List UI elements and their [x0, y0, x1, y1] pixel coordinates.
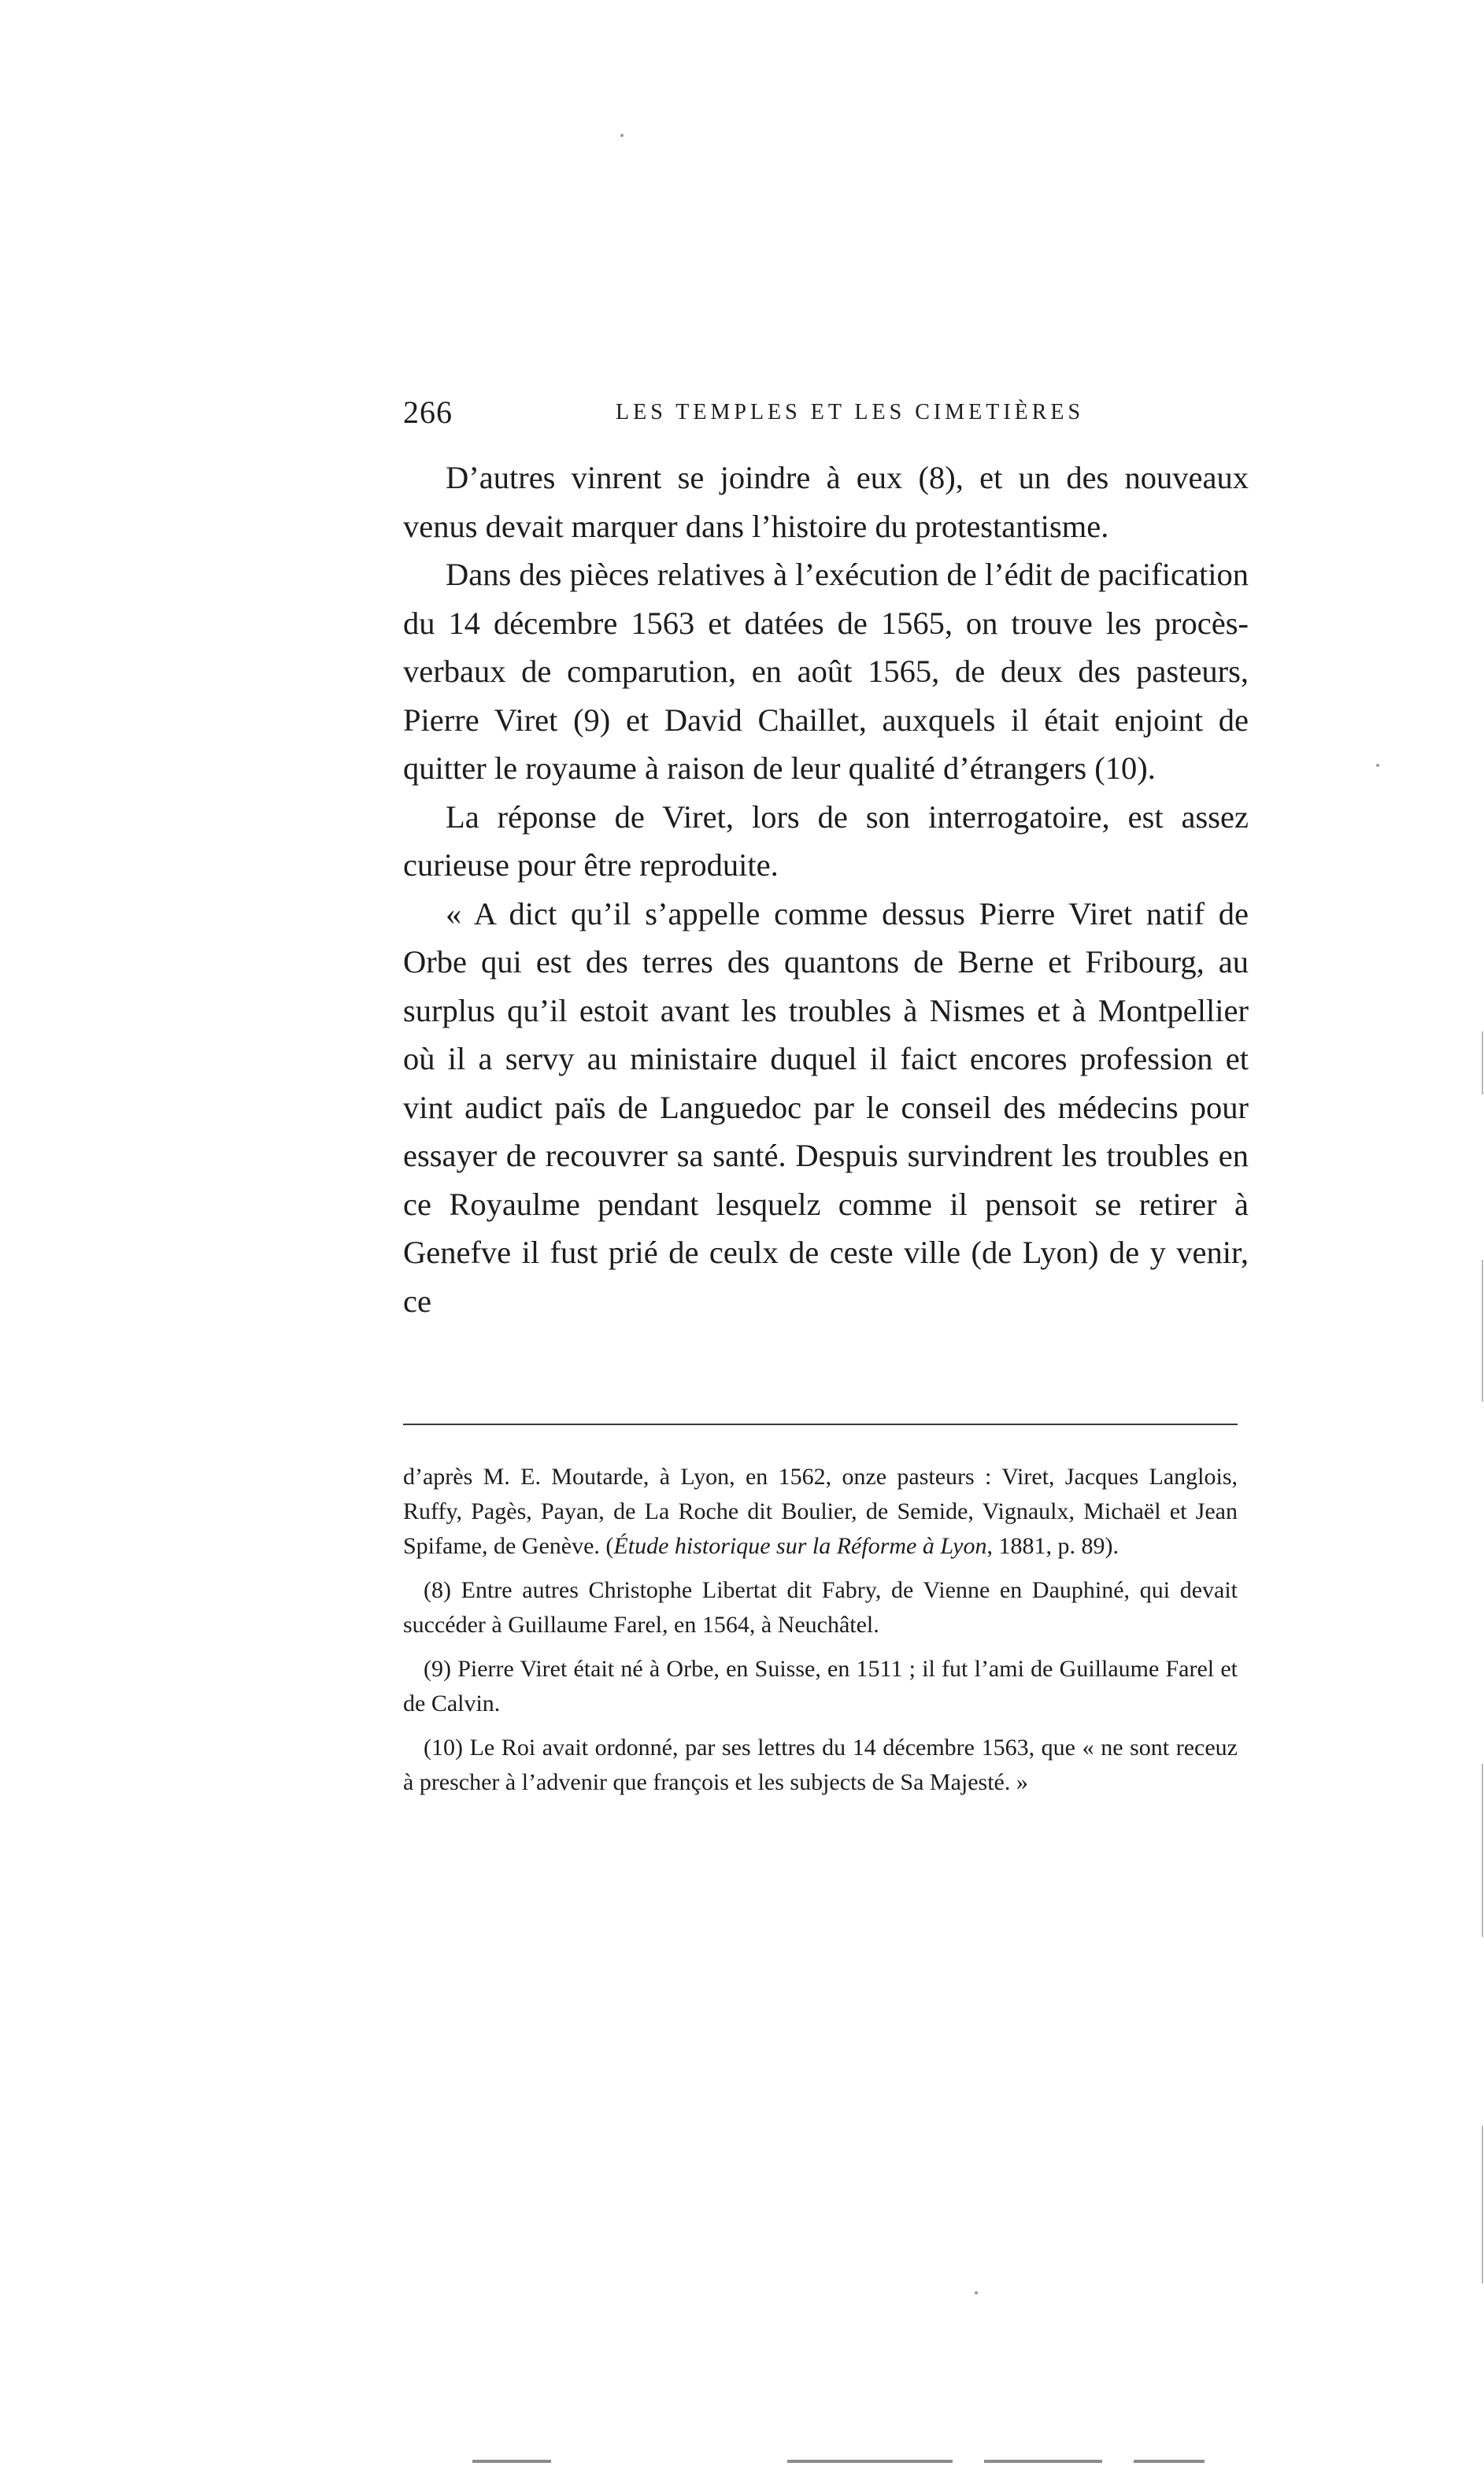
scan-edge-mark [1482, 1260, 1483, 1402]
page-number: 266 [403, 394, 453, 430]
scan-speck [620, 134, 624, 137]
footnotes [403, 1460, 1238, 1809]
scan-bottom-mark [1134, 2460, 1205, 2463]
main-text [403, 454, 1249, 1325]
footnote-separator [403, 1424, 1238, 1425]
scan-edge-mark [1482, 1031, 1483, 1094]
scan-bottom-mark [472, 2460, 551, 2463]
footnote-continued [403, 1460, 1238, 1564]
footnote-text: , 1881, p. 89). [986, 1533, 1119, 1559]
scan-bottom-mark [787, 2460, 953, 2463]
scan-bottom-mark [984, 2460, 1102, 2463]
paragraph: « A dict qu’il s’appelle comme dessus Pierre Viret natif de Orbe qui est des terres des quantons de Berne et Fribourg, au surplus qu’il estoit avant les troubles à Nismes et à Montpellier où il a servy au ministaire duquel il faict encores profession et vint audict païs de Languedoc par le conseil des médecins pour essayer de recouvrer sa santé. Despuis survindrent les troubles en ce Royaulme pendant lesquelz comme il pensoit se retirer à Genefve il fust prié de ceulx de ceste ville (de Lyon) de y venir, ce [403, 895, 1249, 1319]
scan-edge-mark [1482, 1764, 1483, 1937]
scan-edge-mark [1482, 2126, 1483, 2283]
footnote-10: (10) Le Roi avait ordonné, par ses lettres du 14 décembre 1563, que « ne sont receuz à prescher à l’advenir que françois et les subjects de Sa Majesté. » [403, 1735, 1238, 1795]
paragraph: D’autres vinrent se joindre à eux (8), et un des nouveaux venus devait marquer dans l’histoire du protestantisme. [403, 460, 1249, 544]
footnote-8: (8) Entre autres Christophe Libertat dit Fabry, de Vienne en Dauphiné, qui devait succéder à Guillaume Farel, en 1564, à Neuchâtel. [403, 1577, 1238, 1638]
footnote-cited-title: Étude historique sur la Réforme à Lyon [613, 1533, 987, 1559]
scan-speck [975, 2291, 978, 2294]
footnote-9: (9) Pierre Viret était né à Orbe, en Suisse, en 1511 ; il fut l’ami de Guillaume Farel et de Calvin. [403, 1656, 1238, 1716]
scan-speck [1376, 764, 1379, 767]
paragraph: Dans des pièces relatives à l’exécution de l’édit de pacification du 14 décembre 1563 et datées de 1565, on trouve les procès-verbaux de comparution, en août 1565, de deux des pasteurs, Pierre Viret (9) et David Chaillet, auxquels il était enjoint de quitter le royaume à raison de leur qualité d’étrangers (10). [403, 557, 1249, 786]
running-title: LES TEMPLES ET LES CIMETIÈRES [616, 400, 1085, 424]
footnote-text: d’après M. E. Moutarde, à Lyon, en 1562, onze pasteurs : Viret, Jacques Langlois, Ruffy, Pagès, Payan, de La Roche dit Boulier, de Semide, Vignaulx, Michaël et Jean Spifame, de Genève. ( [403, 1464, 1238, 1559]
running-head [403, 394, 1249, 433]
paragraph: La réponse de Viret, lors de son interrogatoire, est assez curieuse pour être reproduite. [403, 798, 1249, 883]
